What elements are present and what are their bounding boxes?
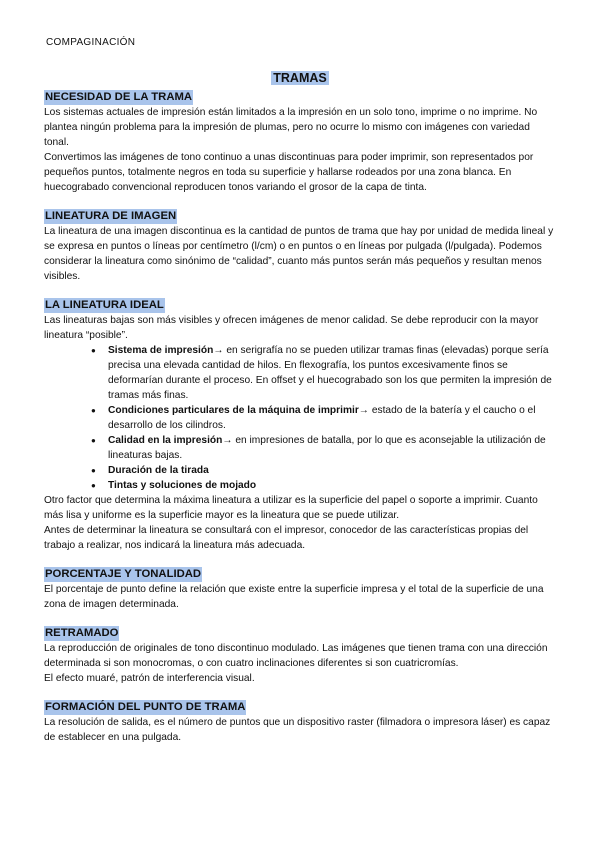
section-formacion-del-punto-de-trama xyxy=(44,700,556,745)
paragraph: La resolución de salida, es el número de puntos que un dispositivo raster (filmadora o impresora láser) es capaz de establecer en una pulgada. xyxy=(44,717,551,743)
bullet-term: Duración de la tirada xyxy=(108,465,209,476)
paragraph: El porcentaje de punto define la relación que existe entre la superficie impresa y el total de la superficie de una zona de imagen determinada. xyxy=(44,584,544,610)
paragraph: El efecto muaré, patrón de interferencia visual. xyxy=(44,673,255,684)
paragraph: Los sistemas actuales de impresión están limitados a la impresión en un solo tono, imprime o no imprime. No plantea ningún problema para la impresión de plumas, pero no ocurre lo mismo con imágenes con variedad tonal. xyxy=(44,107,538,148)
list-item xyxy=(108,463,556,478)
document-title-wrap xyxy=(44,70,556,88)
paragraph: La reproducción de originales de tono discontinuo modulado. Las imágenes que tienen trama con una dirección determinada si son monocromas, o con cuatro inclinaciones diferentes si son cuatricromías. xyxy=(44,643,548,669)
section-heading: RETRAMADO xyxy=(45,627,119,639)
list-item xyxy=(108,433,556,463)
bullet-term: Calidad en la impresión xyxy=(108,435,223,446)
bullet-term: Tintas y soluciones de mojado xyxy=(108,480,257,491)
bullet-text: → en impresiones de batalla, por lo que es aconsejable la utilización de lineaturas bajas. xyxy=(108,435,546,461)
list-item xyxy=(108,343,556,403)
paragraph: La lineatura de una imagen discontinua es la cantidad de puntos de trama que hay por unidad de medida lineal y se expresa en puntos o líneas por centímetro (l/cm) o en puntos o en líneas por pulgada (l/pulgada). Podemos considerar la lineatura como sinónimo de “calidad”, cuanto más puntos serán más pequeños y resultan menos visibles. xyxy=(44,226,554,282)
document-title: TRAMAS xyxy=(273,71,327,85)
paragraph: Otro factor que determina la máxima lineatura a utilizar es la superficie del papel o soporte a imprimir. Cuanto más lisa y uniforme es la superficie mayor es la lineatura que se puede utilizar. xyxy=(44,495,538,521)
bullet-term: Condiciones particulares de la máquina de imprimir xyxy=(108,405,359,416)
bullet-text: → en serigrafía no se pueden utilizar tramas finas (elevadas) porque sería precisa una elevada cantidad de hilos. En flexografía, los puntos excesivamente finos se deformarían durante el proceso. En offset y el huecograbado son los que permiten la impresión de tramas más finas. xyxy=(108,345,552,401)
list-item xyxy=(108,478,556,493)
section-heading: LINEATURA DE IMAGEN xyxy=(45,210,177,222)
section-la-lineatura-ideal xyxy=(44,298,556,553)
bullet-term: Sistema de impresión xyxy=(108,345,214,356)
section-heading: PORCENTAJE Y TONALIDAD xyxy=(45,568,202,580)
section-heading: LA LINEATURA IDEAL xyxy=(45,299,164,311)
running-header: COMPAGINACIÓN xyxy=(46,37,136,48)
paragraph: Las lineaturas bajas son más visibles y ofrecen imágenes de menor calidad. Se debe reproducir con la mayor lineatura “posible”. xyxy=(44,315,539,341)
paragraph: Convertimos las imágenes de tono continuo a unas discontinuas para poder imprimir, son representados por pequeños puntos, totalmente negros en toda su superficie y hallarse rodeados por una zona blanca. En huecograbado convencional reproducen tonos variando el grosor de la capa de tinta. xyxy=(44,152,534,193)
section-porcentaje-y-tonalidad xyxy=(44,567,556,612)
section-heading: NECESIDAD DE LA TRAMA xyxy=(45,91,193,103)
document-body xyxy=(44,70,556,745)
section-retramado xyxy=(44,626,556,686)
bullet-list xyxy=(44,343,556,493)
bullet-text: → estado de la batería y el caucho o el desarrollo de los cilindros. xyxy=(108,405,536,431)
section-heading: FORMACIÓN DEL PUNTO DE TRAMA xyxy=(45,701,246,713)
paragraph: Antes de determinar la lineatura se consultará con el impresor, conocedor de las características propias del trabajo a realizar, nos indicará la lineatura más adecuada. xyxy=(44,525,529,551)
section-lineatura-de-imagen xyxy=(44,209,556,284)
section-necesidad-de-la-trama xyxy=(44,90,556,195)
list-item xyxy=(108,403,556,433)
